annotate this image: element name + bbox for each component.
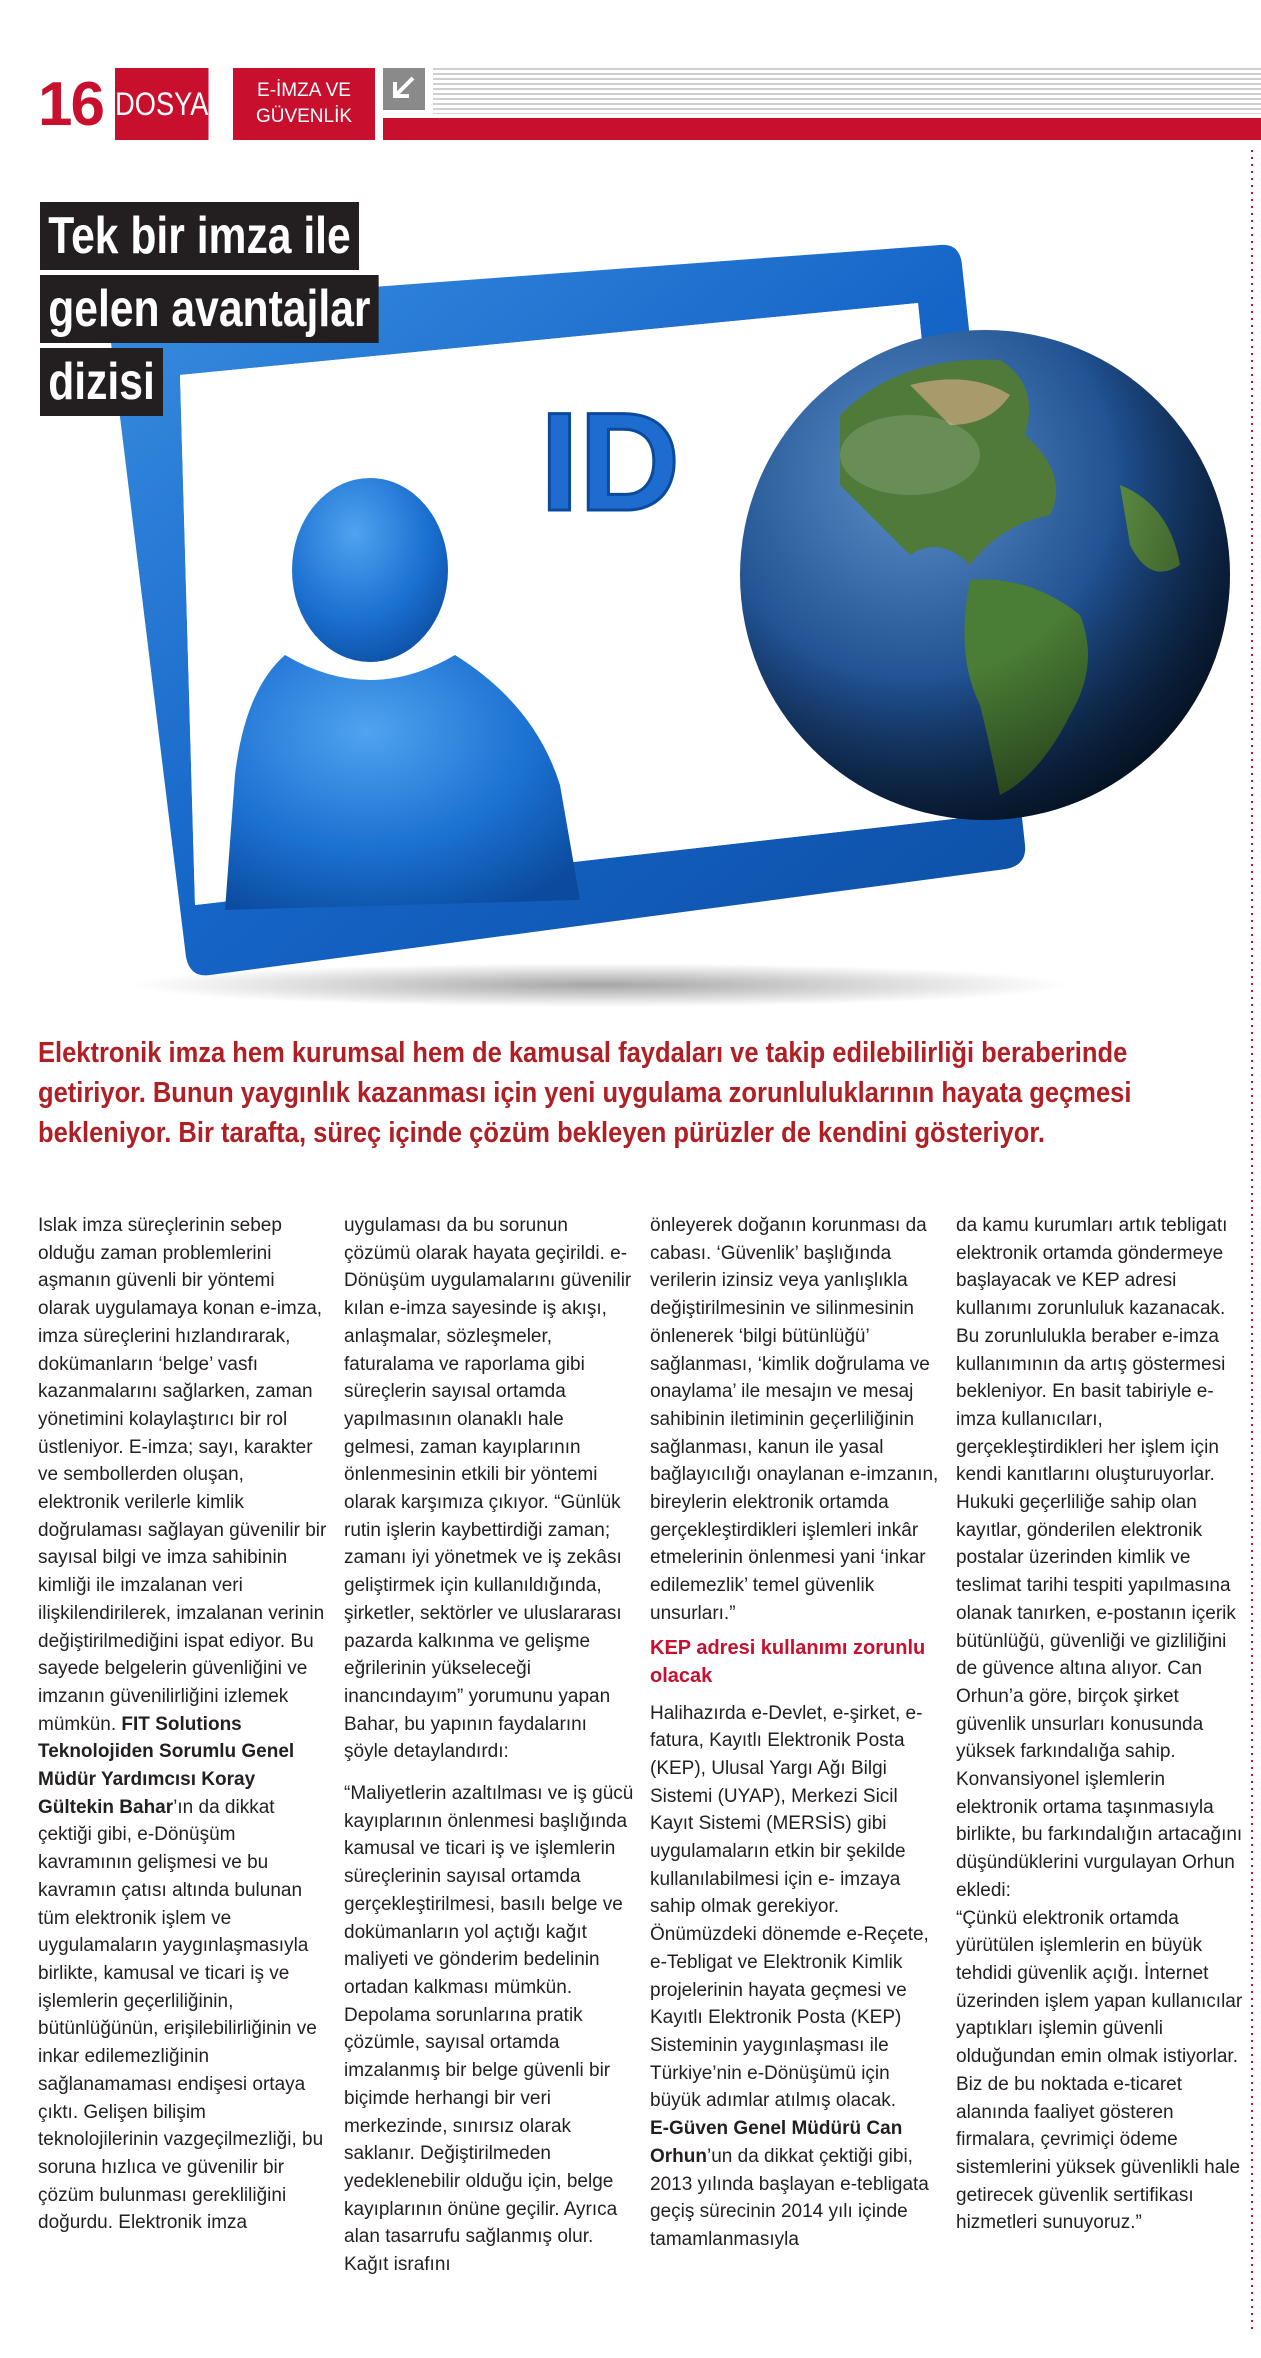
topic-line-2: GÜVENLİK bbox=[255, 106, 353, 127]
article-title bbox=[40, 202, 453, 421]
page-number: 16 bbox=[38, 70, 103, 139]
subheading: KEP adresi kullanımı zorunlu olacak bbox=[650, 1636, 926, 1687]
quote-paragraph: “Maliyetlerin azaltılması ve iş gücü kayıplarının önlenmesi başlığında kamusal ve ticari iş ve işlemlerin süreçlerinin sayısal ortamda gerçekleştirilmesi, basılı belge ve dokümanların yol açtığı kağıt maliyeti ve gönderim bedelinin ortadan kalkması mümkün. Depolama sorunlarına pratik çözümle, sayısal ortamda imzalanmış bir belge güvenli bir biçimde herhangi bir veri merkezinde, sınırsız olarak saklanır. Değiştirilmeden yedeklenebilir olduğu için, belge kayıplarının önüne geçilir. Ayrıca alan tasarrufu sağlanmış olur. Kağıt israfını bbox=[344, 1783, 634, 2276]
article-lead bbox=[38, 1033, 1217, 1153]
id-letters bbox=[540, 383, 680, 540]
quote-paragraph: “Çünkü elektronik ortamda yürütülen işlemlerin en büyük tehdidi güvenlik açığı. İnternet üzerinden işlem yapan kullanıcılar yaptıkları işlemin güvenli olduğundan emin olmak istiyorlar. Biz de bu noktada e-ticaret alanında faaliyet gösteren firmalara, çevrimiçi ödeme sistemlerini yüksek güvenlikli hale getirecek güvenlik sertifikası hizmetleri sunuyoruz.” bbox=[956, 1907, 1243, 2234]
body-column-3 bbox=[650, 1212, 942, 2254]
page-header bbox=[0, 62, 1261, 142]
title-line-1: Tek bir imza ile bbox=[40, 202, 359, 270]
paragraph: önleyerek doğanın korunması da cabası. ‘Güvenlik’ başlığında verilerin izinsiz veya yanlışlıkla değiştirilmesinin ve silinmesinin önlenerek ‘bilgi bütünlüğü’ sağlanması, ‘kimlik doğrulama ve onaylama’ ile mesajın ve mesaj sahibinin iletiminin geçerliliğinin sağlanması, kanun ile yasal bağlayıcılığı onaylanan e-imzanın, bireylerin elektronik ortamda gerçekleştirdikleri işlemleri inkâr etmelerinin önlenmesi yani ‘inkar edilemezlik’ temel güvenlik unsurları.” bbox=[650, 1215, 939, 1624]
hero-shadow bbox=[130, 963, 1070, 1007]
body-column-1 bbox=[38, 1212, 330, 2237]
paragraph bbox=[650, 2115, 942, 2254]
lead-line-2: getiriyor. Bunun yaygınlık kazanması için yeni uygulama zorunluluklarının hayata geçmesi bbox=[38, 1077, 1132, 1109]
topic-tag bbox=[233, 68, 375, 140]
paragraph: Halihazırda e-Devlet, e-şirket, e-fatura, Kayıtlı Elektronik Posta (KEP), Ulusal Yargı Ağı Bilgi Sistemi (UYAP), Merkezi Sicil Kayıt Sistemi (MERSİS) gibi uygulamaların etkin bir şekilde kullanılabilmesi için e- imzaya sahip olmak gerekiyor. Önümüzdeki dönemde e-Reçete, e-Tebligat ve Elektronik Kimlik projelerinin hayata geçmesi ve Kayıtlı Elektronik Posta (KEP) Sisteminin yaygınlaşması ile Türkiye’nin e-Dönüşümü için büyük adımlar atılmış olacak. bbox=[650, 1702, 929, 2112]
text-run: Islak imza süreçlerinin sebep olduğu zaman problemlerini aşmanın güvenli bir yöntemi olarak uygulamaya konan e-imza, imza süreçlerini hızlandırarak, dokümanların ‘belge’ vasfı kazanmalarını sağlarken, zaman yönetimini kolaylaştırıcı bir rol üstleniyor. E-imza; sayı, karakter ve sembollerden oluşan, elektronik verilerle kimlik doğrulaması sağlayan güvenilir bir sayısal bilgi ve imza sahibinin kimliği ile imzalanan veri ilişkilendirilerek, imzalanan verinin değiştirilmediğini ispat ediyor. Bu sayede belgelerin güvenliğini ve imzanın güvenilirliğini izlemek mümkün. bbox=[38, 1215, 327, 1735]
topic-line-1: E-İMZA VE bbox=[257, 80, 351, 101]
header-red-bar bbox=[383, 118, 1261, 140]
person-name: E-Güven Genel Müdürü Can Orhun bbox=[650, 2118, 903, 2167]
lead-line-1: Elektronik imza hem kurumsal hem de kamusal faydaları ve takip edilebilirliği beraberinde bbox=[38, 1037, 1128, 1069]
header-stripes bbox=[433, 68, 1261, 114]
title-line-3: dizisi bbox=[40, 348, 163, 416]
paragraph bbox=[38, 1212, 330, 2237]
section-label: DOSYA bbox=[115, 86, 209, 122]
title-line-2: gelen avantajlar bbox=[40, 275, 379, 343]
text-run: ’un da dikkat çektiği gibi, 2013 yılında başlayan e-tebligata geçiş sürecinin 2014 yılı içinde tamamlanmasıyla bbox=[650, 2145, 929, 2250]
paragraph: da kamu kurumları artık tebligatı elektronik ortamda göndermeye başlayacak ve KEP adresi kullanımı zorunluluk kazanacak. Bu zorunlulukla beraber e-imza kullanımının da artış göstermesi bekleniyor. En basit tabiriyle e-imza kullanıcıları, gerçekleştirdikleri her işlem için kendi kanıtlarını oluşturuyorlar. Hukuki geçerliliğe sahip olan kayıtlar, gönderilen elektronik postalar üzerinden kimlik ve teslimat tarihi tespiti yapılmasına olanak tanırken, e-postanın içerik bütünlüğü, güvenliği ve gizliliğini de güvence altına alıyor. Can Orhun’a göre, birçok şirket güvenlik unsurları konusunda yüksek farkındalığa sahip. Konvansiyonel işlemlerin elektronik ortama taşınmasıyla birlikte, bu farkındalığın artacağını düşündüklerini vurgulayan Orhun ekledi: bbox=[956, 1215, 1243, 1901]
body-column-2 bbox=[344, 1212, 636, 2279]
body-column-4 bbox=[956, 1212, 1248, 2237]
text-run: ’ın da dikkat çektiği gibi, e-Dönüşüm kavramının gelişmesi ve bu kavramın çatısı altında bulunan tüm elektronik işlem ve uygulamaların yaygınlaşmasıyla birlikte, kamusal ve ticari iş ve işlemlerin geçerliliğinin, bütünlüğünün, erişilebilirliğinin ve inkar edilemezliğinin sağlanamaması endişesi ortaya çıktı. Gelişen bilişim teknolojilerinin vazgeçilmezliği, bu soruna hızlıca ve güvenilir bir çözüm bulunması gerekliliğini doğurdu. Elektronik imza bbox=[38, 1796, 324, 2234]
corner-arrow-icon bbox=[383, 68, 425, 110]
globe-icon bbox=[740, 330, 1230, 820]
section-tag bbox=[115, 68, 209, 140]
person-name: FIT Solutions Teknolojiden Sorumlu Genel Müdür Yardımcısı Koray Gültekin Bahar bbox=[38, 1713, 295, 1818]
lead-line-3: bekleniyor. Bir tarafta, süreç içinde çözüm bekleyen pürüzler de kendini gösteriyor. bbox=[38, 1117, 1045, 1149]
svg-text:ID: ID bbox=[540, 383, 680, 540]
paragraph: uygulaması da bu sorunun çözümü olarak hayata geçirildi. e-Dönüşüm uygulamalarını güvenilir kılan e-imza sayesinde iş akışı, anlaşmalar, sözleşmeler, faturalama ve raporlama gibi süreçlerin sayısal ortamda yapılmasının olanaklı hale gelmesi, zaman kayıplarının önlenmesinin etkili bir yöntemi olarak karşımıza çıkıyor. “Günlük rutin işlerin kaybettirdiği zaman; zamanı iyi yönetmek ve iş zekâsı geliştirmek için kullanıldığında, şirketler, sektörler ve uluslararası pazarda kalkınma ve gelişme eğrilerinin yükseleceği inancındayım” yorumunu yapan Bahar, bu yapının faydalarını şöyle detaylandırdı: bbox=[344, 1215, 632, 1763]
